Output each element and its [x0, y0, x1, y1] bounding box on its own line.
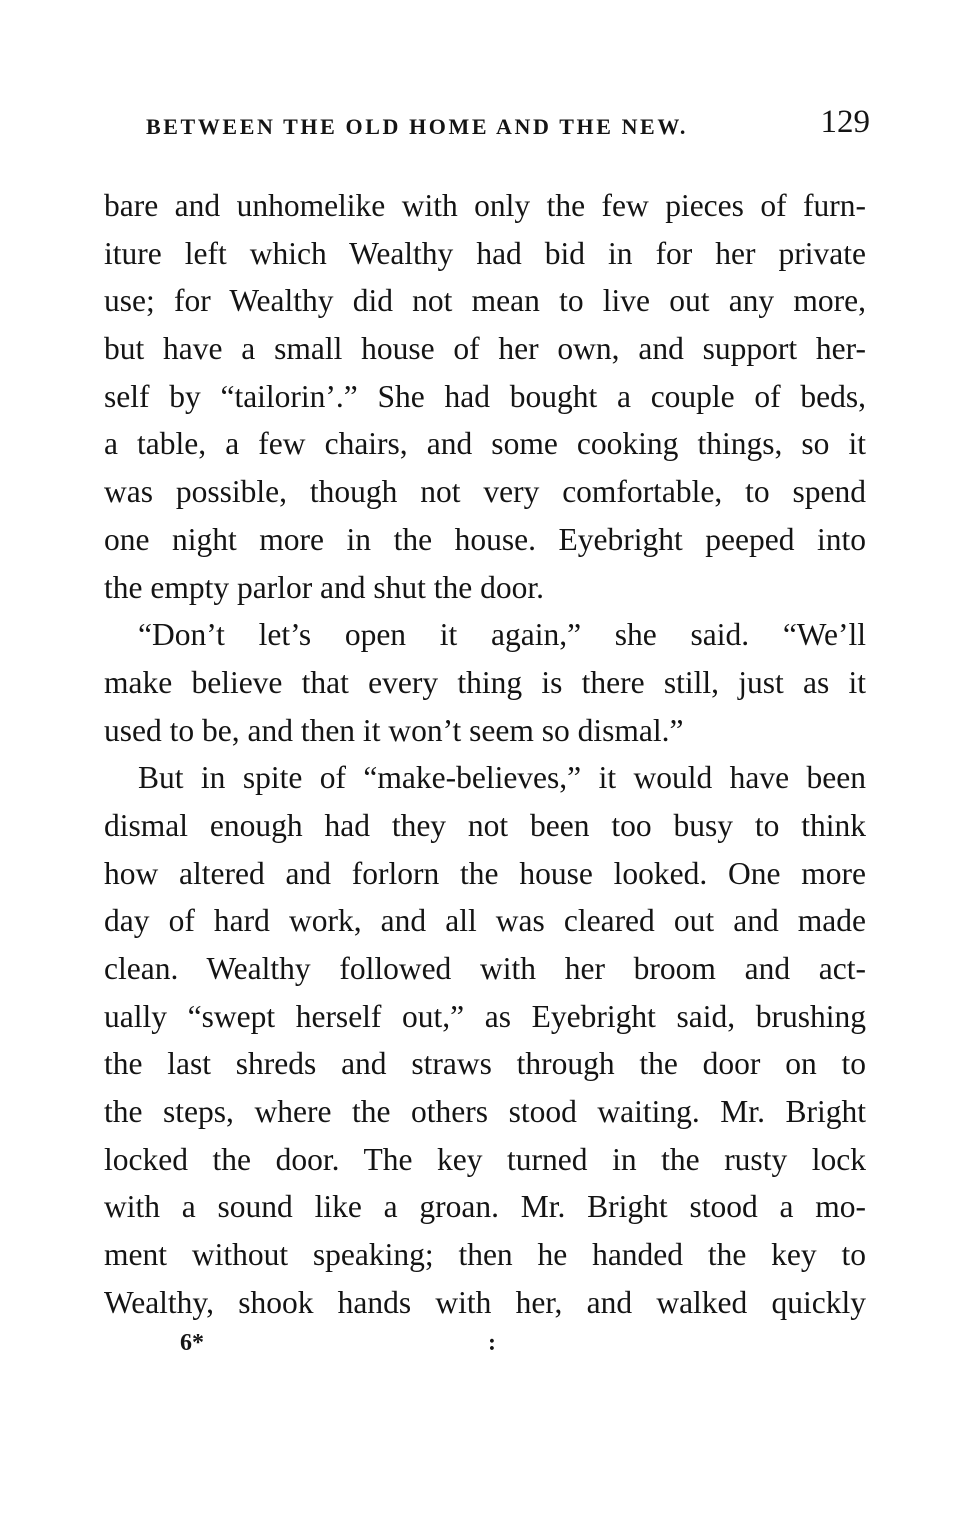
text-line: But in spite of “make-believes,” it would have been — [138, 760, 866, 796]
text-line: the last shreds and straws through the door on to — [104, 1046, 866, 1082]
text-line: clean. Wealthy followed with her broom and act- — [104, 951, 866, 986]
text-line: the empty parlor and shut the door. — [104, 569, 545, 605]
text-line: ually “swept herself out,” as Eyebright said, brushing — [104, 998, 866, 1034]
text-line: “Don’t let’s open it again,” she said. “We’ll — [138, 617, 866, 653]
text-line: locked the door. The key turned in the rusty lock — [104, 1141, 866, 1177]
text-line: day of hard work, and all was cleared out and made — [104, 903, 866, 939]
text-line: dismal enough had they not been too busy to think — [104, 807, 866, 843]
text-line: bare and unhomelike with only the few pieces of furn- — [104, 188, 866, 223]
text-line: ment without speaking; then he handed the key to — [104, 1237, 866, 1273]
footer-mark: : — [488, 1330, 496, 1356]
text-line: Wealthy, shook hands with her, and walked quickly — [104, 1284, 866, 1320]
text-line: iture left which Wealthy had bid in for her private — [104, 235, 866, 271]
text-line: with a sound like a groan. Mr. Bright stood a mo- — [104, 1189, 866, 1225]
running-header — [146, 104, 870, 144]
text-line: make believe that every thing is there still, just as it — [104, 664, 866, 700]
text-line: self by “tailorin’.” She had bought a couple of beds, — [104, 378, 866, 414]
text-line: one night more in the house. Eyebright peeped into — [104, 521, 866, 557]
text-line: the steps, where the others stood waiting. Mr. Bright — [104, 1094, 866, 1130]
text-line: but have a small house of her own, and support her- — [104, 331, 866, 367]
text-line: used to be, and then it won’t seem so dismal.” — [104, 712, 684, 748]
text-line: use; for Wealthy did not mean to live out any more, — [104, 283, 866, 319]
text-line: how altered and forlorn the house looked. One more — [104, 855, 866, 891]
signature-mark: 6* — [180, 1330, 204, 1356]
running-title: BETWEEN THE OLD HOME AND THE NEW. — [146, 114, 689, 139]
page-footer — [180, 1330, 520, 1370]
text-body — [104, 182, 866, 1327]
page-number: 129 — [820, 104, 870, 140]
text-line: was possible, though not very comfortable, to spend — [104, 474, 866, 510]
text-line: a table, a few chairs, and some cooking things, so it — [104, 426, 866, 462]
